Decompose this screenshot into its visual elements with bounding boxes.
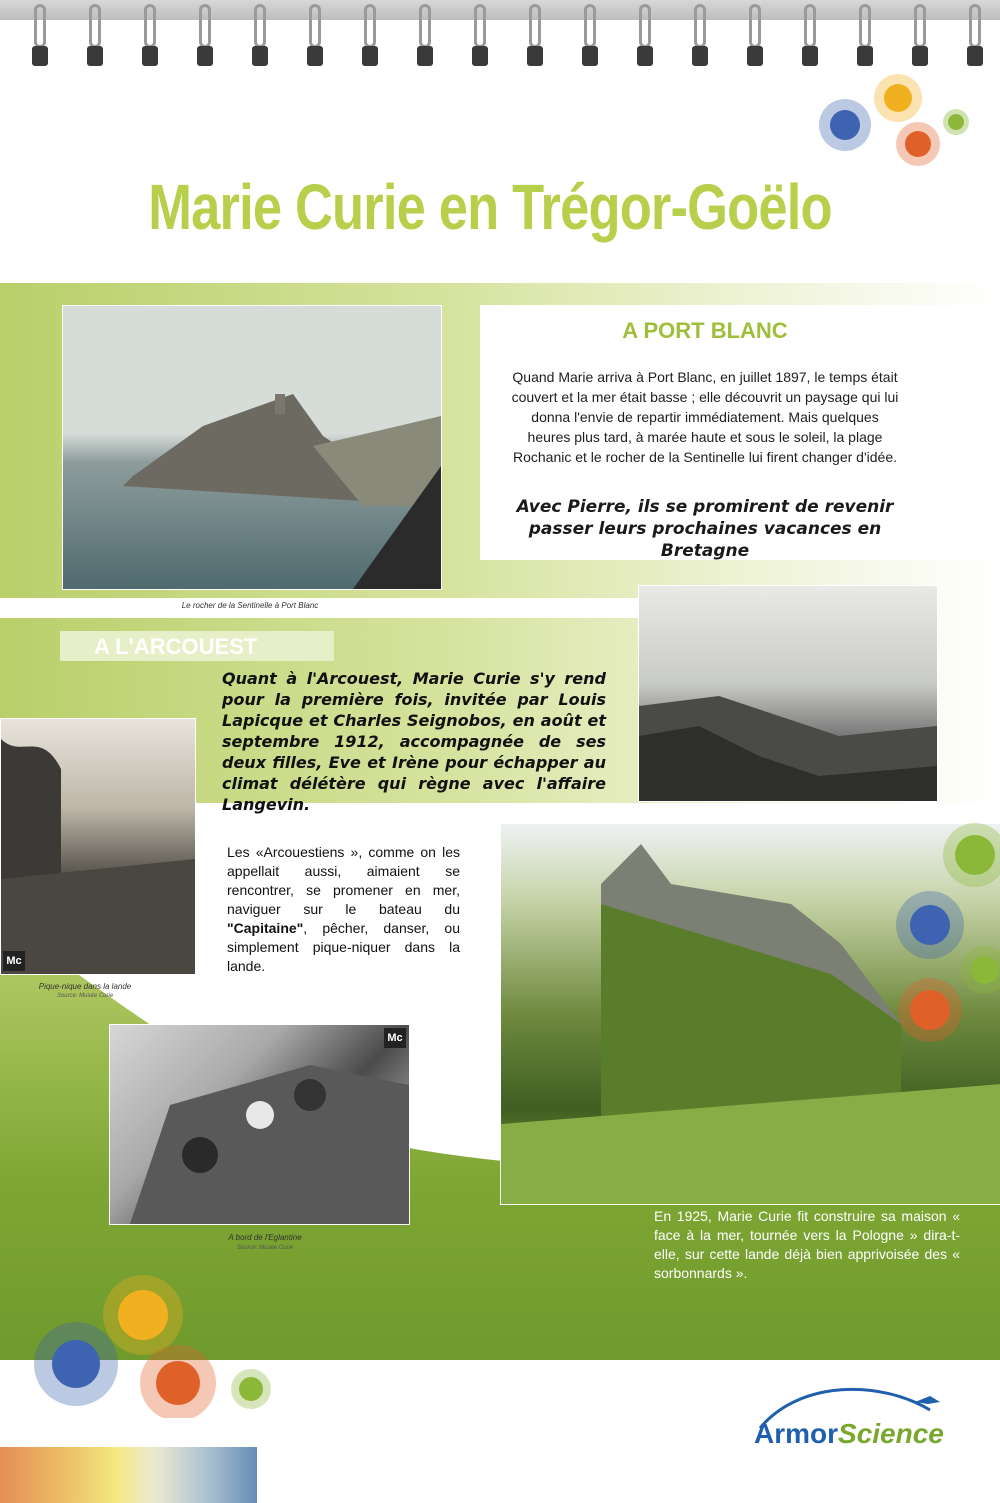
logo-armor: Armor — [754, 1418, 839, 1449]
ring-hole — [802, 46, 818, 66]
binding-ring — [85, 4, 105, 68]
photo-illustration — [110, 1025, 409, 1224]
decorative-dots-right — [890, 820, 1000, 1050]
ring-loop — [89, 4, 101, 48]
page-title: Marie Curie en Trégor-Goëlo — [148, 171, 832, 243]
binding-ring — [580, 4, 600, 68]
logo-text — [754, 1418, 944, 1450]
section-heading-port-blanc: A PORT BLANC — [622, 318, 788, 343]
binding-ring — [360, 4, 380, 68]
ring-loop — [254, 4, 266, 48]
photo-illustration — [63, 306, 441, 589]
photo-boat-eglantine — [109, 1024, 410, 1225]
ring-hole — [307, 46, 323, 66]
photo-picnic — [0, 718, 196, 975]
binding-ring — [745, 4, 765, 68]
ring-loop — [804, 4, 816, 48]
ring-hole — [87, 46, 103, 66]
ring-loop — [34, 4, 46, 48]
photo-caption-picnic: Pique-nique dans la lande — [38, 982, 132, 991]
binding-ring — [415, 4, 435, 68]
ring-hole — [472, 46, 488, 66]
ring-hole — [692, 46, 708, 66]
photo-caption-boat: A bord de l'Eglantine — [228, 1233, 302, 1242]
binding-ring — [965, 4, 985, 68]
binding-ring — [250, 4, 270, 68]
ring-loop — [694, 4, 706, 48]
ring-loop — [584, 4, 596, 48]
ring-hole — [197, 46, 213, 66]
ring-hole — [417, 46, 433, 66]
binding-ring — [910, 4, 930, 68]
photo-arcouest-bay — [638, 585, 938, 802]
color-gradient-bar — [0, 1447, 257, 1503]
binding-ring — [195, 4, 215, 68]
arcouest-text-end: , pêcher, danser, ou simplement pique-niquer dans la lande. — [227, 920, 460, 974]
port-blanc-quote: Avec Pierre, ils se promirent de revenir passer leurs prochaines vacances en Bretagne — [516, 497, 894, 561]
ring-loop — [474, 4, 486, 48]
arcouest-text-capitaine: "Capitaine" — [227, 920, 304, 936]
photo-caption-port-blanc: Le rocher de la Sentinelle à Port Blanc — [181, 601, 319, 610]
ring-loop — [969, 4, 981, 48]
ring-loop — [859, 4, 871, 48]
binding-ring — [305, 4, 325, 68]
binding-ring — [690, 4, 710, 68]
port-blanc-paragraph: Quand Marie arriva à Port Blanc, en juillet 1897, le temps était couvert et la mer était basse ; elle découvrit un paysage qui lui donna l'envie de repartir immédiatement. Mais quelques heures plus tard, à marée haute et sous le soleil, la plage Rochanic et le rocher de la Sentinelle lui firent changer d'idée. — [511, 369, 899, 465]
ring-loop — [529, 4, 541, 48]
photo-source-boat: Source: Musée Curie — [236, 1245, 294, 1251]
photo-illustration — [1, 719, 195, 974]
decorative-dots-top — [810, 70, 980, 170]
decorative-dots-bottom — [30, 1268, 280, 1418]
binding-ring — [800, 4, 820, 68]
ring-loop — [364, 4, 376, 48]
ring-hole — [857, 46, 873, 66]
ring-loop — [914, 4, 926, 48]
ring-hole — [582, 46, 598, 66]
ring-loop — [639, 4, 651, 48]
ring-hole — [747, 46, 763, 66]
ring-hole — [637, 46, 653, 66]
ring-hole — [527, 46, 543, 66]
armorscience-logo — [740, 1380, 960, 1460]
ring-hole — [142, 46, 158, 66]
ring-hole — [967, 46, 983, 66]
ring-hole — [32, 46, 48, 66]
arcouest-intro: Quant à l'Arcouest, Marie Curie s'y rend pour la première fois, invitée par Louis Lapicque et Charles Seignobos, en août et septembre 1912, accompagnée de ses deux filles, Eve et Irène pour échapper au climat délétère qui règne avec l'affaire Langevin. — [222, 669, 606, 814]
ring-loop — [309, 4, 321, 48]
binding-ring — [30, 4, 50, 68]
arcouest-text-start: Les «Arcouestiens », comme on les appellait aussi, aimaient se rencontrer, se promener en mer, naviguer sur le bateau du — [227, 844, 460, 917]
house-paragraph: En 1925, Marie Curie fit construire sa maison « face à la mer, tournée vers la Pologne » dira-t-elle, sur cette lande déjà bien apprivoisée des « sorbonnards ». — [654, 1208, 960, 1281]
ring-hole — [912, 46, 928, 66]
arcouest-paragraph — [227, 843, 460, 976]
ring-loop — [199, 4, 211, 48]
binding-ring — [470, 4, 490, 68]
binding-ring — [855, 4, 875, 68]
ring-loop — [749, 4, 761, 48]
binding-ring — [525, 4, 545, 68]
binding-ring — [140, 4, 160, 68]
musee-curie-logo: Mc — [3, 951, 25, 971]
binding-ring — [635, 4, 655, 68]
ring-loop — [144, 4, 156, 48]
ring-hole — [252, 46, 268, 66]
spiral-binding — [0, 0, 1000, 72]
logo-science: Science — [838, 1418, 944, 1449]
ring-loop — [419, 4, 431, 48]
photo-illustration — [639, 586, 937, 801]
musee-curie-logo: Mc — [384, 1028, 406, 1048]
section-heading-arcouest: A L'ARCOUEST — [94, 634, 258, 659]
photo-source-picnic: Source: Musée Curie — [56, 993, 114, 999]
ring-hole — [362, 46, 378, 66]
photo-port-blanc-rock — [62, 305, 442, 590]
